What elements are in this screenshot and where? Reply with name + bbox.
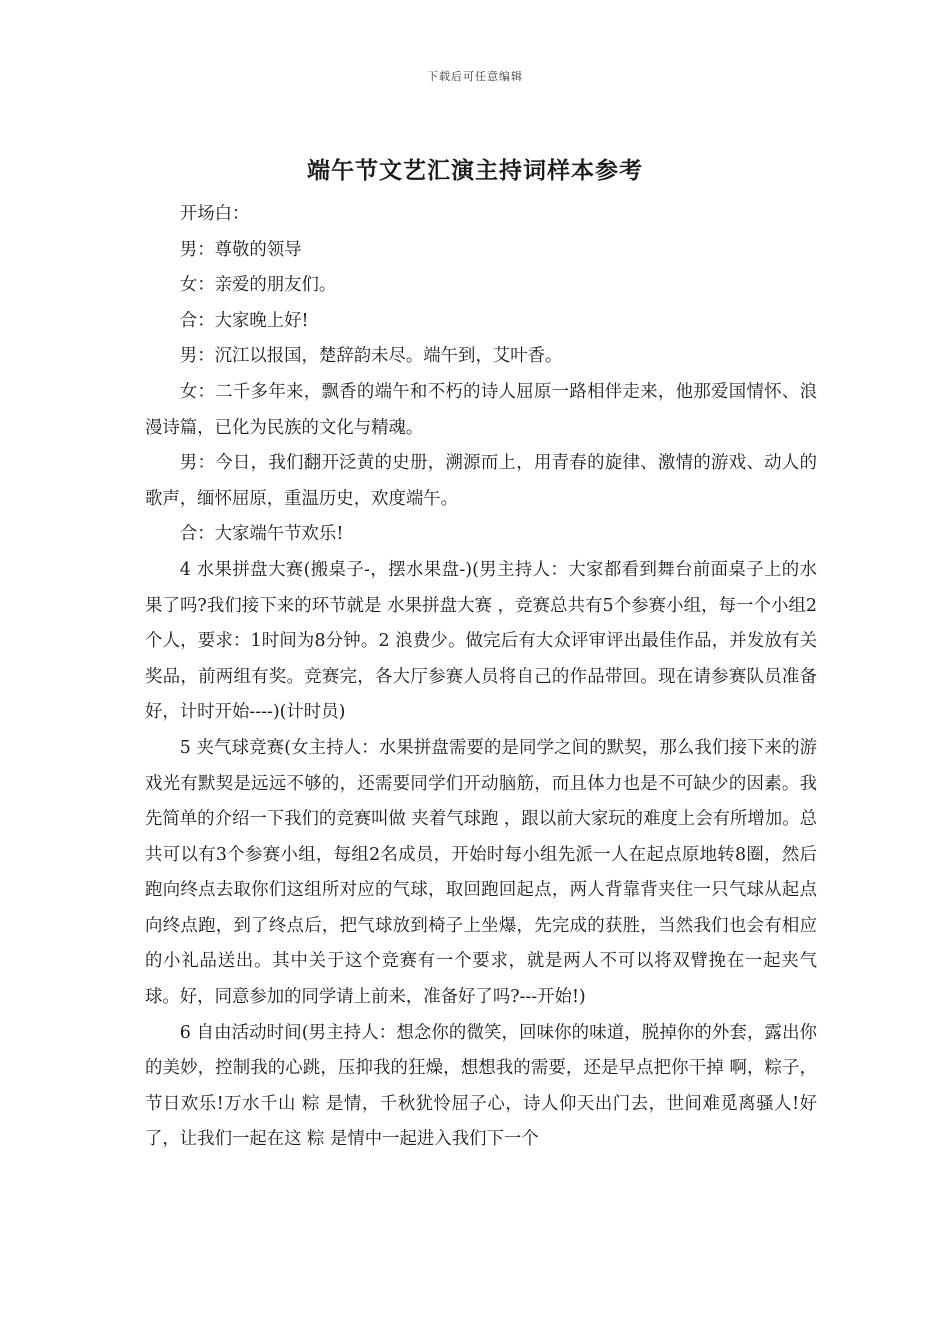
paragraph-item-5: 5 夹气球竞赛(女主持人：水果拼盘需要的是同学之间的默契，那么我们接下来的游戏光有默契是远远不够的，还需要同学们开动脑筋，而且体力也是不可缺少的因素。我先简单的介绍一下我们的竞赛叫做 夹着气球跑 ，跟以前大家玩的难度上会有所增加。总共可以有3个参赛小组，每组2名成员，开始时每小组先派一人在起点原地转8圈，然后跑向终点去取你们这组所对应的气球，取回跑回起点，两人背靠背夹住一只气球从起点向终点跑，到了终点后，把气球放到椅子上坐爆，先完成的获胜，当然我们也会有相应的小礼品送出。其中关于这个竞赛有一个要求，就是两人不可以将双臂挽在一起夹气球。好，同意参加的同学请上前来，准备好了吗?---开始!) <box>145 737 817 1008</box>
header-note: 下载后可任意编辑 <box>427 70 523 83</box>
paragraph-item-4: 4 水果拼盘大赛(搬桌子-，摆水果盘-)(男主持人：大家都看到舞台前面桌子上的水果了吗?我们接下来的环节就是 水果拼盘大赛 ，竞赛总共有5个参赛小组，每一个小组2个人，要求：1时间为8分钟。2 浪费少。做完后有大众评审评出最佳作品，并发放有关奖品，前两组有奖。竞赛完，各大厅参赛人员将自己的作品带回。现在请参赛队员准备好，计时开始----)(计时员) <box>145 559 817 723</box>
paragraph-opening: 开场白： <box>179 204 250 224</box>
document-title: 端午节文艺汇演主持词样本参考 <box>307 157 643 184</box>
paragraph-male-line-1: 男：沉江以报国，楚辞韵未尽。端午到，艾叶香。 <box>179 346 563 367</box>
paragraph-together-line: 合：大家端午节欢乐! <box>179 524 344 545</box>
document-body <box>145 197 817 1158</box>
paragraph-female-greeting: 女：亲爱的朋友们。 <box>179 275 337 296</box>
paragraph-male-line-2: 男：今日，我们翻开泛黄的史册，溯源而上，用青春的旋律、激情的游戏、动人的歌声，缅怀屈原，重温历史，欢度端午。 <box>145 453 817 509</box>
paragraph-together-greeting: 合：大家晚上好! <box>179 310 309 331</box>
paragraph-female-line-1: 女：二千多年来，飘香的端午和不朽的诗人屈原一路相伴走来，他那爱国情怀、浪漫诗篇，已化为民族的文化与精魂。 <box>145 381 817 438</box>
paragraph-male-greeting: 男：尊敬的领导 <box>179 239 302 260</box>
paragraph-item-6: 6 自由活动时间(男主持人：想念你的微笑，回味你的味道，脱掉你的外套，露出你的美妙，控制我的心跳，压抑我的狂燥，想想我的需要，还是早点把你干掉 啊，粽子，节日欢乐!万水千山 粽 是情，千秋犹怜屈子心，诗人仰天出门去，世间难觅离骚人!好了，让我们一起在这 粽 是情中一起进入我们下一个 <box>145 1022 817 1150</box>
